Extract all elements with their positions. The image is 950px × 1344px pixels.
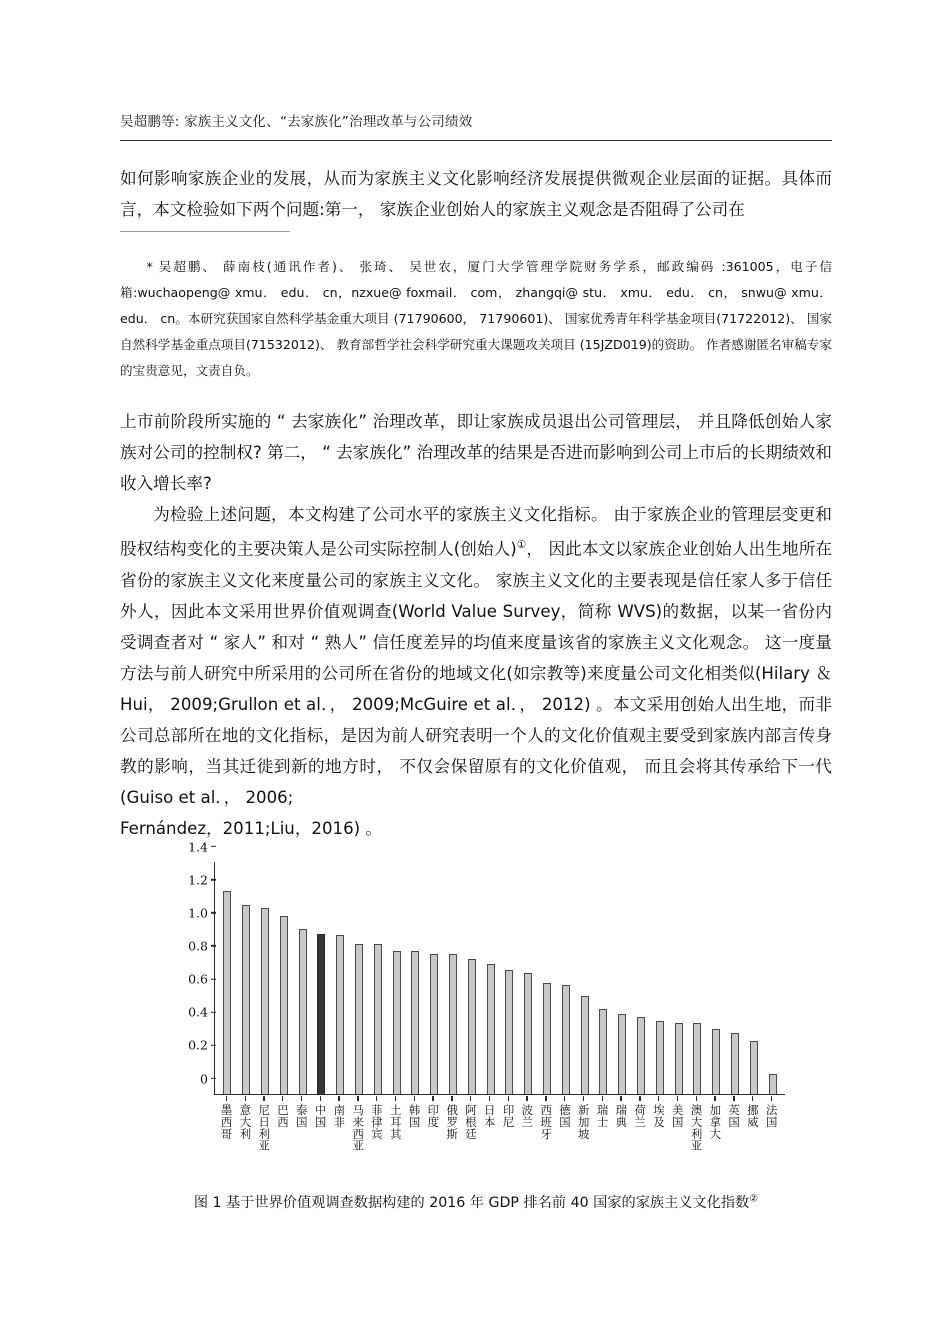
x-axis-label-cell	[480, 1104, 499, 1152]
x-axis-tick	[687, 1096, 706, 1102]
bar	[374, 944, 382, 1094]
x-axis-label-cell	[217, 1104, 236, 1152]
bar-cell	[594, 862, 613, 1094]
bar	[505, 970, 513, 1093]
paragraph-top: 如何影响家族企业的发展，从而为家族主义文化影响经济发展提供微观企业层面的证据。具体而言，本文检验如下两个问题:第一， 家族企业创始人的家族主义观念是否阻碍了公司在	[120, 169, 832, 219]
x-axis-tick	[330, 1096, 349, 1102]
bar-cell	[274, 862, 293, 1094]
x-axis-tick	[499, 1096, 518, 1102]
x-axis-label-cell	[499, 1104, 518, 1152]
x-axis-label: 意大利	[238, 1103, 253, 1140]
y-axis-tick-label: 1.2	[188, 872, 215, 887]
x-axis-tick	[725, 1096, 744, 1102]
x-axis-tick	[631, 1096, 650, 1102]
bar-cell	[406, 862, 425, 1094]
bar	[393, 951, 401, 1094]
bar-cell	[500, 862, 519, 1094]
bar-cell	[575, 862, 594, 1094]
x-axis-label-cell	[518, 1104, 537, 1152]
x-axis-label-cell	[537, 1104, 556, 1152]
x-axis-label-cell	[593, 1104, 612, 1152]
x-axis-label: 南非	[332, 1103, 347, 1128]
x-axis-label: 德国	[557, 1103, 572, 1128]
x-axis-label-cell	[631, 1104, 650, 1152]
bar-cell	[556, 862, 575, 1094]
x-axis-tick	[612, 1096, 631, 1102]
x-axis-labels	[214, 1104, 784, 1152]
bar-cell	[613, 862, 632, 1094]
x-axis-label: 加拿大	[708, 1103, 723, 1140]
x-axis-tick	[349, 1096, 368, 1102]
bar-cell	[293, 862, 312, 1094]
x-axis-tick	[743, 1096, 762, 1102]
bar-cell	[688, 862, 707, 1094]
x-axis-label: 埃及	[651, 1103, 666, 1128]
x-axis-label-cell	[461, 1104, 480, 1152]
x-axis-label-cell	[236, 1104, 255, 1152]
bar-cell	[425, 862, 444, 1094]
x-axis-label-cell	[349, 1104, 368, 1152]
y-axis-tick-label: 1.4	[188, 839, 215, 854]
bar-cell	[256, 862, 275, 1094]
bar	[411, 951, 419, 1094]
x-axis-label-cell	[386, 1104, 405, 1152]
x-axis-label-cell	[743, 1104, 762, 1152]
bar	[599, 1009, 607, 1094]
bar	[581, 996, 589, 1094]
bar-cell	[650, 862, 669, 1094]
bar	[242, 905, 250, 1094]
bar-cell	[312, 862, 331, 1094]
x-axis-label: 阿根廷	[463, 1103, 478, 1140]
x-axis-label: 中国	[313, 1103, 328, 1128]
bar	[468, 959, 476, 1093]
footnote-marker-1: ①	[516, 539, 527, 551]
x-axis-label: 美国	[670, 1103, 685, 1128]
bar	[336, 935, 344, 1093]
bar	[637, 1017, 645, 1093]
figure-caption-marker: ②	[749, 1192, 759, 1204]
x-axis-label: 挪威	[745, 1103, 760, 1128]
x-axis-label: 尼日利亚	[257, 1103, 272, 1152]
bar	[524, 973, 532, 1093]
bar-cell	[538, 862, 557, 1094]
x-axis-label: 英国	[727, 1103, 742, 1128]
x-axis-tick	[311, 1096, 330, 1102]
paragraph-2: 上市前阶段所实施的 “ 去家族化” 治理改革，即让家族成员退出公司管理层， 并且降低创始人家族对公司的控制权? 第二， “ 去家族化” 治理改革的结果是否进而影响到公司上市后的长期绩效和收入增长率?	[120, 412, 832, 493]
bar	[712, 1029, 720, 1094]
x-axis-label: 韩国	[407, 1103, 422, 1128]
x-axis-label: 荷兰	[633, 1103, 648, 1128]
x-axis-label-cell	[612, 1104, 631, 1152]
running-header: 吴超鹏等: 家族主义文化、“去家族化”治理改革与公司绩效	[120, 114, 473, 130]
footnote-block	[120, 254, 832, 384]
x-axis-tick	[593, 1096, 612, 1102]
x-axis-tick	[386, 1096, 405, 1102]
x-axis-label: 澳大利亚	[689, 1103, 704, 1152]
chart-bars	[215, 862, 785, 1094]
x-axis-label: 新加坡	[576, 1103, 591, 1140]
footnote-text: * 吴超鹏、 薛南枝(通讯作者)、 张琦、 吴世农，厦门大学管理学院财务学系，邮政编码 :361005，电子信箱:wuchaopeng@ xmu． edu． cn，nzxue@ foxmail． com， zhangqi@ stu． xmu． edu． cn， snwu@ xmu． edu． cn。本研究获国家自然科学基金重大项目 (71790600， 71790601)、 国家优秀青年科学基金项目(71722012)、 国家自然科学基金重点项目(71532012)、 教育部哲学社会科学研究重大课题攻关项目 (15JZD019)的资助。 作者感谢匿名审稿专家的宝贵意见，文责自负。	[120, 259, 832, 378]
x-axis-label-cell	[255, 1104, 274, 1152]
bar	[675, 1023, 683, 1093]
bar-cell	[368, 862, 387, 1094]
paragraph-3	[120, 499, 832, 813]
bar-cell	[387, 862, 406, 1094]
x-axis-label-cell	[649, 1104, 668, 1152]
x-axis-tick	[461, 1096, 480, 1102]
x-axis-label-cell	[367, 1104, 386, 1152]
bar-cell	[763, 862, 782, 1094]
x-axis-tick	[236, 1096, 255, 1102]
bar-cell	[519, 862, 538, 1094]
paragraph-3-part-a: 为检验上述问题，本文构建了公司水平的家族主义文化指标。 由于家族企业的管理层变更和股权结构变化的主要决策人是公司实际控制人(创始人)	[120, 505, 832, 559]
bar	[430, 954, 438, 1094]
x-axis-tick	[649, 1096, 668, 1102]
x-axis-label: 墨西哥	[219, 1103, 234, 1140]
x-axis-tick	[424, 1096, 443, 1102]
bar	[543, 983, 551, 1093]
x-axis-label: 马来西亚	[351, 1103, 366, 1152]
x-axis-label: 泰国	[294, 1103, 309, 1128]
bar	[487, 964, 495, 1093]
bar-cell	[744, 862, 763, 1094]
x-axis-label-cell	[330, 1104, 349, 1152]
x-axis-label-cell	[292, 1104, 311, 1152]
x-axis-tick	[574, 1096, 593, 1102]
bar-cell	[218, 862, 237, 1094]
bar	[618, 1014, 626, 1094]
x-axis-label: 瑞士	[595, 1103, 610, 1128]
x-axis-label: 日本	[482, 1103, 497, 1128]
page-content	[120, 112, 832, 1212]
x-axis-tick	[255, 1096, 274, 1102]
x-axis-tick	[367, 1096, 386, 1102]
y-axis-tick-label: 1.0	[188, 905, 215, 920]
bar	[261, 908, 269, 1094]
header-rule	[120, 140, 832, 141]
x-axis-label-cell	[405, 1104, 424, 1152]
x-axis-tick	[443, 1096, 462, 1102]
x-axis-label: 菲律宾	[369, 1103, 384, 1140]
x-axis-label-cell	[574, 1104, 593, 1152]
bar-cell	[444, 862, 463, 1094]
bar-cell	[669, 862, 688, 1094]
x-axis-label: 瑞典	[614, 1103, 629, 1128]
x-axis-label: 土耳其	[388, 1103, 403, 1140]
y-axis-tick-label: 0.2	[188, 1038, 215, 1053]
x-axis-label-cell	[311, 1104, 330, 1152]
x-axis-label: 巴西	[275, 1103, 290, 1128]
figure-caption-text: 图 1 基于世界价值观调查数据构建的 2016 年 GDP 排名前 40 国家的家族主义文化指数	[193, 1194, 750, 1211]
y-axis-tick-label: 0.6	[188, 972, 215, 987]
x-axis-label: 波兰	[520, 1103, 535, 1128]
bar	[317, 934, 325, 1094]
x-axis-label-cell	[443, 1104, 462, 1152]
figure-caption	[120, 1192, 832, 1212]
x-axis-tick	[217, 1096, 236, 1102]
bar-cell	[331, 862, 350, 1094]
x-axis-label-cell	[424, 1104, 443, 1152]
bar-cell	[632, 862, 651, 1094]
bar-cell	[481, 862, 500, 1094]
bar	[223, 891, 231, 1093]
x-axis-tick	[668, 1096, 687, 1102]
x-axis-label: 俄罗斯	[445, 1103, 460, 1140]
x-axis-tick	[480, 1096, 499, 1102]
x-axis-tick	[405, 1096, 424, 1102]
bar-chart	[156, 839, 796, 1184]
bar	[299, 929, 307, 1093]
footnote-separator-rule	[120, 231, 290, 232]
x-axis-tick	[706, 1096, 725, 1102]
bar	[731, 1033, 739, 1093]
bar-cell	[237, 862, 256, 1094]
bar	[769, 1074, 777, 1094]
x-axis-label-cell	[762, 1104, 781, 1152]
x-axis-label-cell	[725, 1104, 744, 1152]
x-axis-label: 法国	[764, 1103, 779, 1128]
paragraph-3-part-b: ， 因此本文以家族企业创始人出生地所在省份的家族主义文化来度量公司的家族主义文化。 家族主义文化的主要表现是信任家人多于信任外人，因此本文采用世界价值观调查(World Value Survey，简称 WVS)的数据，以某一省份内受调查者对 “ 家人” 和对 “ 熟人” 信任度差异的均值来度量该省的家族主义文化观念。 这一度量方法与前人研究中所采用的公司所在省份的地域文化(如宗教等)来度量公司文化相类似(Hilary ＆ Hui， 2009;Grullon et al．， 2009;McGuire et al．， 2012) 。本文采用创始人出生地，而非公司总部所在地的文化指标，是因为前人研究表明一个人的文化价值观主要受到家族内部言传身教的影响，当其迁徙到新的地方时， 不仅会保留原有的文化价值观， 而且会将其传承给下一代 (Guiso et al．， 2006;	[120, 539, 833, 807]
x-axis-tick	[537, 1096, 556, 1102]
bar-cell	[707, 862, 726, 1094]
bar	[280, 916, 288, 1093]
x-axis-label-cell	[273, 1104, 292, 1152]
x-axis-label-cell	[706, 1104, 725, 1152]
x-axis-tick	[518, 1096, 537, 1102]
bar	[750, 1041, 758, 1093]
x-axis-label-cell	[668, 1104, 687, 1152]
x-axis-tick	[555, 1096, 574, 1102]
x-axis-tick	[292, 1096, 311, 1102]
x-axis-label-cell	[687, 1104, 706, 1152]
bar-cell	[462, 862, 481, 1094]
bar	[355, 944, 363, 1094]
bar	[562, 985, 570, 1094]
y-axis-tick-label: 0.8	[188, 938, 215, 953]
x-axis-label: 印度	[426, 1103, 441, 1128]
x-axis-label: 印尼	[501, 1103, 516, 1128]
x-axis-ticks	[214, 1096, 784, 1102]
x-axis-tick	[762, 1096, 781, 1102]
x-axis-label-cell	[555, 1104, 574, 1152]
bar	[656, 1021, 664, 1094]
figure-1	[120, 839, 832, 1212]
bar	[449, 954, 457, 1094]
x-axis-tick	[273, 1096, 292, 1102]
bar-cell	[726, 862, 745, 1094]
bar-cell	[350, 862, 369, 1094]
paragraph-3-continued: Fernández，2011;Liu，2016) 。	[120, 818, 382, 838]
y-axis-tick-label: 0.4	[188, 1005, 215, 1020]
chart-plot-area	[188, 839, 785, 1095]
x-axis-label: 西班牙	[539, 1103, 554, 1140]
y-axis-tick-label: 0	[200, 1071, 215, 1086]
bar	[693, 1023, 701, 1093]
